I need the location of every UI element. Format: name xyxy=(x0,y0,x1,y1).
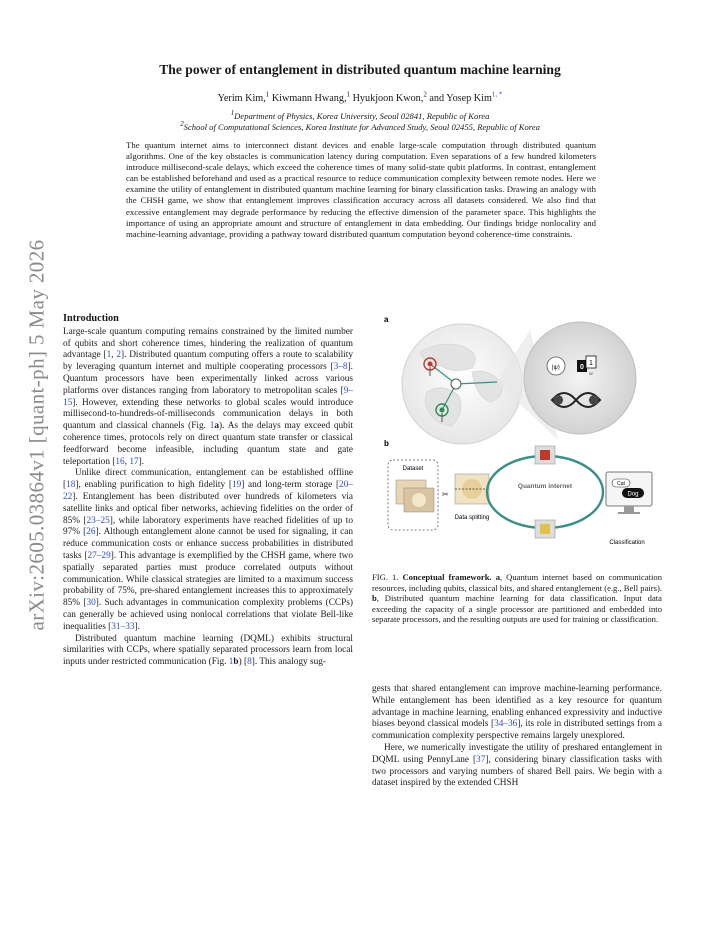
paragraph: Here, we numerically investigate the utility of preshared entanglement in DQML using PennyLane [37], considering binary classification tasks with two processors and varying numbers of shared Bell pairs. We begin with a dataset inspired by the extended CHSH xyxy=(372,742,662,789)
reference-link[interactable]: 34–36 xyxy=(494,719,518,730)
svg-text:|ψ⟩: |ψ⟩ xyxy=(551,365,561,371)
paragraph: Large-scale quantum computing remains constrained by the limited number of qubits and short coherence times, hindering the realization of quantum advantage [1, 2]. Distributed quantum computing offers a route to scalability by leveraging quantum internet and multiple cooperating processors [3–8]. Quantum processors have been experimentally linked across various platforms over distances ranging from laboratory to metropolitan scales [9–15]. However, extending these networks to global scales would introduce millisecond-to-hundreds-of-milliseconds communication delays in both quantum and classical channels (Fig. 1a). As the delays may exceed qubit coherence times, protocols rely on direct quantum state transfer or classical feedforward become infeasible, including quantum state and gate teleportation [16, 17]. xyxy=(63,326,353,467)
split-image xyxy=(455,474,489,504)
affiliation: $^2$School of Computational Sciences, Korea Institute for Advanced Study, Seoul 02455, Republic of Korea xyxy=(180,120,540,132)
paragraph: gests that shared entanglement can improve machine-learning performance. While entanglement has been identified as a key resource for quantum advantage in machine learning, enabling enhanced expressivity and inductive biases beyond classical models [34–36], its role in distributed settings from a communication complexity perspective remains largely unexplored. xyxy=(372,684,663,742)
dataset-label: Dataset xyxy=(402,466,424,472)
reference-link[interactable]: 8 xyxy=(247,657,252,668)
reference-link[interactable]: 20–22 xyxy=(63,480,353,502)
data-splitting-label: Data splitting xyxy=(454,515,490,521)
reference-link[interactable]: 16 xyxy=(115,456,125,467)
author: Hyukjoon Kwon,$^2$ xyxy=(352,91,427,105)
right-column xyxy=(372,684,662,790)
reference-link[interactable]: 18 xyxy=(66,480,76,491)
affiliation: $^1$Department of Physics, Korea University, Seoul 02841, Republic of Korea xyxy=(230,109,490,121)
paper-title: The power of entanglement in distributed quantum machine learning xyxy=(159,62,561,77)
reference-link[interactable]: 1 xyxy=(209,421,215,432)
svg-text:or: or xyxy=(588,371,594,376)
quantum-internet-label: Quantum internet xyxy=(517,483,573,490)
reference-link[interactable]: 3–8 xyxy=(333,362,348,373)
dog-label: Dog xyxy=(627,491,639,498)
processor-chip-yellow-icon xyxy=(535,520,555,538)
author: Kiwmann Hwang,$^1$ xyxy=(271,91,351,105)
author-list xyxy=(60,91,660,104)
section-heading: Introduction xyxy=(63,313,119,324)
author: and Yosep Kim$^{1, *}$ xyxy=(429,91,503,105)
figure-panel-ref: a xyxy=(214,421,220,432)
paragraph: Distributed quantum machine learning (DQML) exhibits structural similarities with CCPs, where spatially separated processors learn from local inputs under restricted communication (Fig. 1b) [8]. This analogy sug- xyxy=(63,633,353,668)
paragraph: Unlike direct communication, entanglement can be established offline [18], enabling purification to high fidelity [19] and long-term storage [20–22]. Entanglement has been distributed over hundreds of kilometers via satellite links and optical fiber networks, achieving fidelities on the order of 85% [23–25], while laboratory experiments have reached fidelities of up to 97% [26]. Although entanglement alone cannot be used for signaling, it can reduce communication costs or enhance success probabilities in distributed tasks [27–29]. This advantage is exemplified by the CHSH game, where two spatially separated parties must produce correlated outputs without communication. While classical strategies are limited to a maximum success probability of 75%, pre-shared entanglement increases this to approximately 85% [30]. Such advantages in communication complexity problems (CCPs) can generally be achieved using nonlocal correlations that violate Bell-like inequalities [31–33]. xyxy=(63,468,354,632)
figure-1 xyxy=(372,312,672,562)
left-column xyxy=(63,313,353,669)
reference-link[interactable]: 17 xyxy=(129,456,139,467)
cat-label: Cat xyxy=(617,481,625,487)
reference-link[interactable]: 23–25 xyxy=(86,515,110,526)
svg-text:0: 0 xyxy=(580,364,584,371)
author: Yerim Kim,$^1$ xyxy=(217,91,270,105)
reference-link[interactable]: 37 xyxy=(476,754,486,765)
svg-text:✂: ✂ xyxy=(442,490,449,499)
figure-panel-ref: b xyxy=(233,657,239,668)
panel-b-label: b xyxy=(384,439,389,448)
monitor-icon xyxy=(606,472,652,514)
network-loop xyxy=(487,456,603,528)
reference-link[interactable]: 1 xyxy=(106,350,112,361)
reference-link[interactable]: 19 xyxy=(231,480,242,491)
svg-text:1: 1 xyxy=(589,360,593,367)
reference-link[interactable]: 30 xyxy=(86,598,96,609)
reference-link[interactable]: 31–33 xyxy=(111,621,135,632)
figure-1-graphic xyxy=(372,312,672,562)
reference-link[interactable]: 1 xyxy=(228,657,234,668)
processor-chip-red-icon xyxy=(535,446,555,464)
classification-label: Classification xyxy=(609,540,645,546)
arxiv-stamp: arXiv:2605.03864v1 [quant-ph] 5 May 2026 xyxy=(24,239,49,631)
dataset-box xyxy=(388,460,438,530)
reference-link[interactable]: 27–29 xyxy=(87,550,111,561)
qubit-icon xyxy=(547,357,565,375)
reference-link[interactable]: 9–15 xyxy=(63,385,353,408)
figure-caption: FIG. 1. Conceptual framework. a, Quantum internet based on communication resources, including qubits, classical bits, and shared entanglement (e.g., Bell pairs). b, Distributed quantum machine learning for data classification. Input data exceeding the capacity of a single processor are partitioned and embedded into separate processors, and the resulting outputs are used for training or classification. xyxy=(372,572,663,625)
zoom-bubble xyxy=(524,322,636,434)
reference-link[interactable]: 2 xyxy=(116,350,121,361)
abstract: The quantum internet aims to interconnect distant devices and enable large-scale computation through distributed quantum algorithms. One of the key obstacles is communication latency during computation. Even separations of a few hundred kilometers introduce millisecond-scale delays, which exceed the coherence times of many solid-state qubit platforms. In contrast, entanglement can be established beforehand and used as a practical resource to reduce communication complexity between remote nodes. Here we examine the utility of entanglement in distributed quantum machine learning for binary classification tasks. Drawing an analogy with the CHSH game, we show that entanglement improves classification accuracy across all datasets considered. We also find that excessive entanglement may degrade performance by reducing the effective dimension of the parameter space. This highlights the importance of using an appropriate amount and structure of entanglement in data embedding. Our findings bridge nonlocality and machine-learning advantage, providing a pathway toward distributed quantum computation beyond coherence-time constraints. xyxy=(126,140,596,239)
reference-link[interactable]: 26 xyxy=(86,527,96,538)
scissors-icon xyxy=(442,490,449,499)
panel-a-label: a xyxy=(384,315,389,324)
